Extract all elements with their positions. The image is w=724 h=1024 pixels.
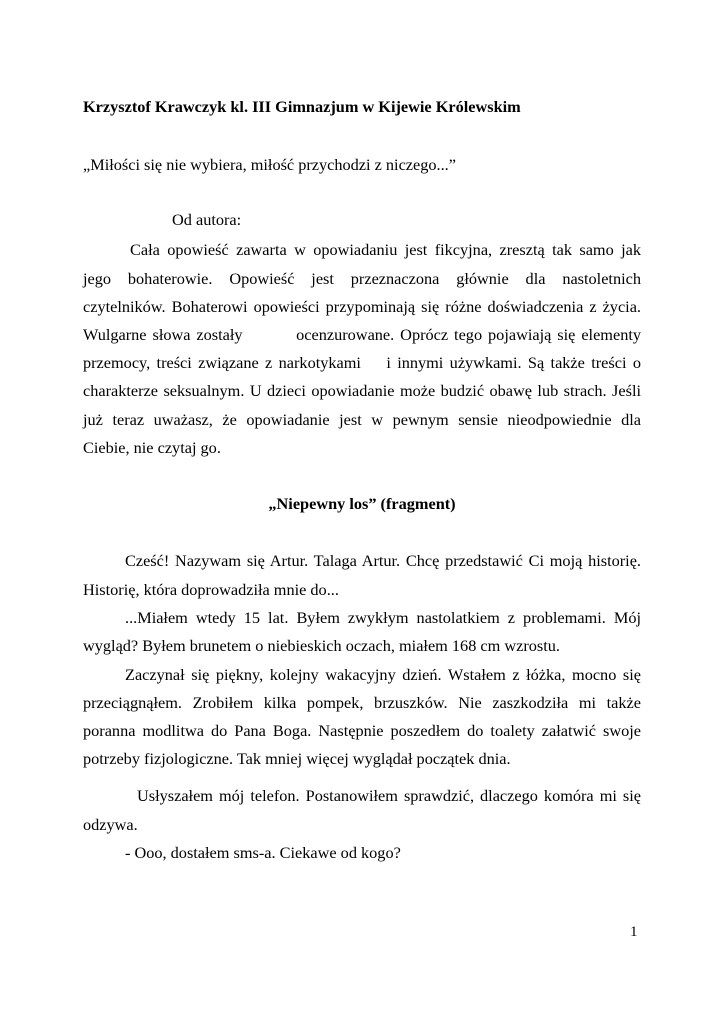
story-line: Cześć! Nazywam się Artur. Talaga Artur. Chcę przedstawić Ci moją historię. [125, 551, 641, 570]
preface-line: czytelników. Bohaterowi opowieści przypominają się różne doświadczenia z życia. [83, 297, 641, 316]
story-line: - Ooo, dostałem sms-a. Ciekawe od kogo? [125, 843, 401, 862]
author-line: Krzysztof Krawczyk kl. III Gimnazjum w Kijewie Królewskim [83, 97, 521, 116]
story-line: ...Miałem wtedy 15 lat. Byłem zwykłym nastolatkiem z problemami. Mój [125, 608, 641, 627]
preface-line: Wulgarne słowa zostały ocenzurowane. Oprócz tego pojawiają się elementy [83, 325, 641, 344]
preface-line: Ciebie, nie czytaj go. [83, 438, 221, 457]
preface-line: już teraz uważasz, że opowiadanie jest w pewnym sensie nieodpowiednie dla [83, 410, 641, 429]
story-title: „Niepewny los” (fragment) [268, 494, 456, 513]
story-line: Zaczynał się piękny, kolejny wakacyjny dzień. Wstałem z łóżka, mocno się [125, 665, 641, 684]
story-line: odzywa. [83, 815, 138, 834]
story-line: przeciągnąłem. Zrobiłem kilka pompek, brzuszków. Nie zaszkodziła mi także [83, 693, 641, 712]
motto: „Miłości się nie wybiera, miłość przychodzi z niczego...” [83, 155, 456, 174]
story-line: poranna modlitwa do Pana Boga. Następnie poszedłem do toalety załatwić swoje [83, 721, 641, 740]
page-number: 1 [630, 924, 638, 940]
preface-line: Cała opowieść zawarta w opowiadaniu jest fikcyjna, zresztą tak samo jak [130, 240, 641, 259]
story-line: Usłyszałem mój telefon. Postanowiłem sprawdzić, dlaczego komóra mi się [137, 786, 641, 805]
preface-line: przemocy, treści związane z narkotykami i innymi używkami. Są także treści o [83, 353, 641, 372]
story-line: wygląd? Byłem brunetem o niebieskich oczach, miałem 168 cm wzrostu. [83, 636, 560, 655]
preface-heading: Od autora: [172, 210, 242, 229]
preface-line: charakterze seksualnym. U dzieci opowiadanie może budzić obawę lub strach. Jeśli [83, 381, 641, 400]
story-line: Historię, która doprowadziła mnie do... [83, 580, 339, 599]
story-line: potrzeby fizjologiczne. Tak mniej więcej wyglądał początek dnia. [83, 749, 511, 768]
preface-line: jego bohaterowie. Opowieść jest przeznaczona głównie dla nastoletnich [83, 269, 641, 288]
